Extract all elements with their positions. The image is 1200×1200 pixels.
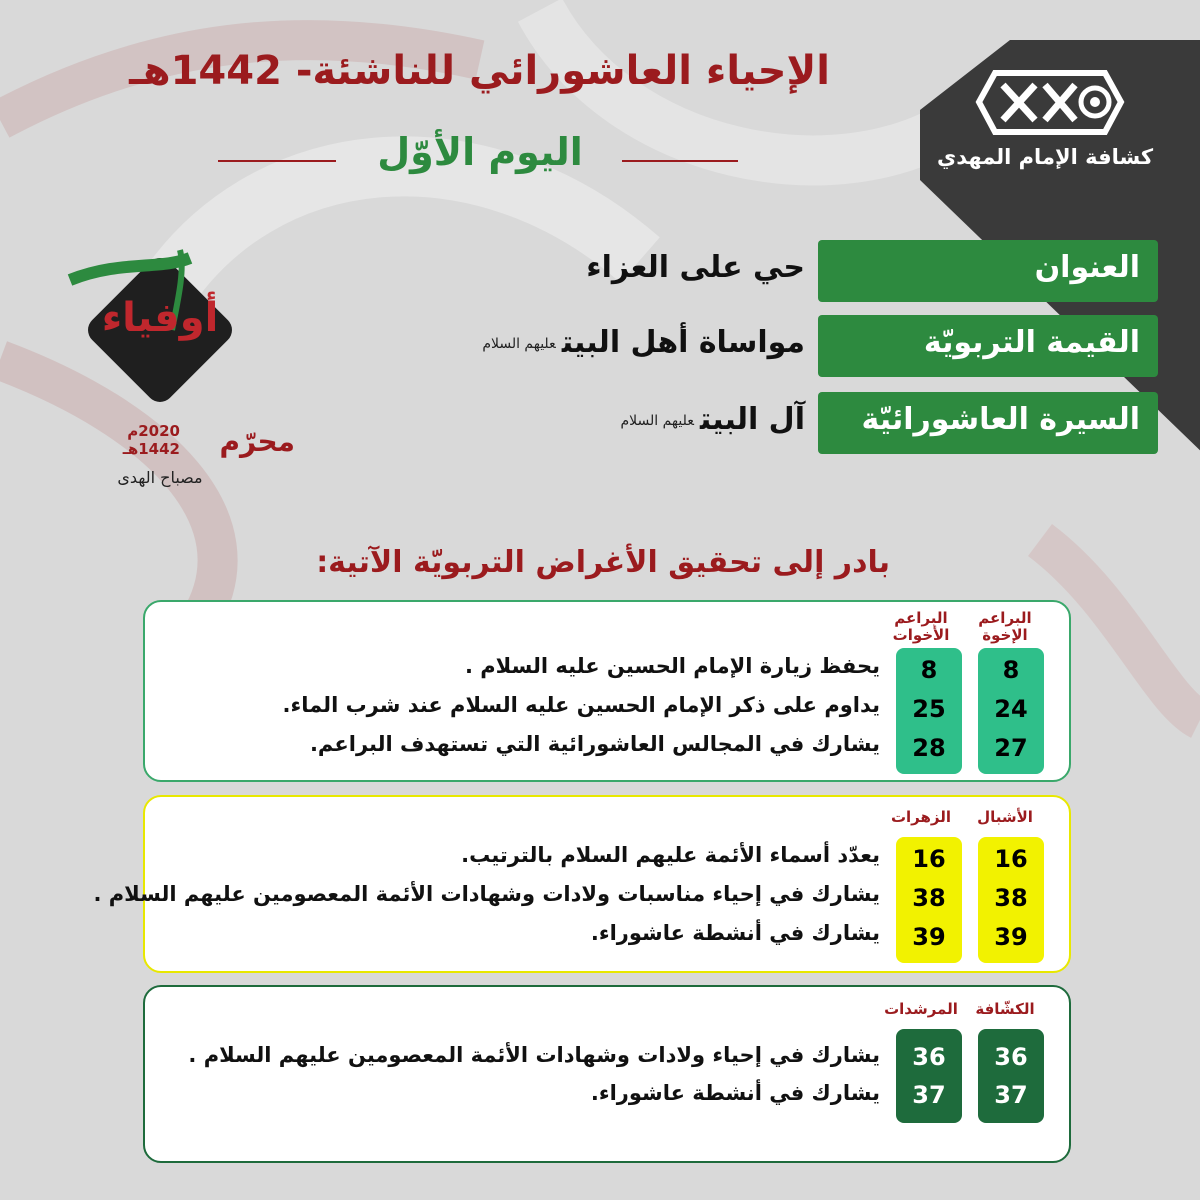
info-label-biography: السيرة العاشورائيّة bbox=[818, 392, 1158, 454]
info-label-value: القيمة التربويّة bbox=[818, 315, 1158, 377]
goal-item: يشارك في المجالس العاشورائية التي تستهدف البراعم. bbox=[309, 732, 880, 756]
goal-item: يعدّد أسماء الأئمة عليهم السلام بالترتيب. bbox=[461, 843, 880, 867]
goal-item: يشارك في إحياء ولادات وشهادات الأئمة المعصومين عليهم السلام . bbox=[188, 1043, 880, 1067]
page-title: الإحياء العاشورائي للناشئة- 1442هـ bbox=[129, 48, 830, 94]
goal-number: 16 bbox=[994, 845, 1028, 873]
goal-item: يداوم على ذكر الإمام الحسين عليه السلام عند شرب الماء. bbox=[282, 693, 880, 717]
numbers-column bbox=[896, 837, 962, 963]
numbers-column bbox=[896, 648, 962, 774]
numbers-column bbox=[896, 1029, 962, 1123]
goal-number: 38 bbox=[994, 884, 1028, 912]
emblem-month: محرّم bbox=[219, 425, 295, 458]
emblem-org: مصباح الهدى bbox=[117, 468, 203, 487]
goal-item: يشارك في إحياء مناسبات ولادات وشهادات الأئمة المعصومين عليهم السلام . bbox=[93, 882, 880, 906]
muharram-emblem bbox=[60, 240, 295, 490]
goal-number: 37 bbox=[912, 1081, 946, 1109]
goal-number: 24 bbox=[994, 695, 1028, 723]
goal-number: 8 bbox=[1002, 656, 1020, 684]
emblem-calligraphy: أوفياء bbox=[101, 295, 219, 341]
goals-panel-seniors bbox=[143, 985, 1071, 1163]
info-value-value: مواساة أهل البيتعليهم السلام bbox=[482, 325, 805, 360]
goal-number: 36 bbox=[994, 1043, 1028, 1071]
goal-number: 37 bbox=[994, 1081, 1028, 1109]
goal-number: 16 bbox=[912, 845, 946, 873]
goal-number: 38 bbox=[912, 884, 946, 912]
honorific-text: عليهم السلام bbox=[482, 335, 556, 352]
brand-logo-icon bbox=[975, 65, 1125, 140]
column-header: الأشبال bbox=[977, 808, 1033, 826]
goal-number: 25 bbox=[912, 695, 946, 723]
column-header: الزهرات bbox=[890, 808, 952, 826]
goal-item: يشارك في أنشطة عاشوراء. bbox=[590, 1081, 880, 1105]
goals-panel-scouts-juniors bbox=[93, 795, 1071, 973]
honorific-text: عليهم السلام bbox=[620, 412, 694, 429]
goal-number: 36 bbox=[912, 1043, 946, 1071]
divider-left bbox=[218, 160, 336, 162]
goal-number: 28 bbox=[912, 734, 946, 762]
goal-number: 39 bbox=[994, 923, 1028, 951]
info-value-biography: آل البيتعليهم السلام bbox=[620, 402, 805, 437]
numbers-column bbox=[978, 1029, 1044, 1123]
info-value-title: حي على العزاء bbox=[586, 250, 805, 285]
column-header: البراعم الأخوات bbox=[892, 609, 950, 644]
column-header: الكشّافة bbox=[975, 1000, 1035, 1018]
brand-name: كشافة الإمام المهدي bbox=[936, 145, 1154, 169]
goal-number: 8 bbox=[920, 656, 938, 684]
goals-panel-cubs bbox=[143, 600, 1071, 782]
emblem-year-greg: 2020م bbox=[127, 422, 180, 440]
numbers-column bbox=[978, 648, 1044, 774]
column-header: المرشدات bbox=[884, 1000, 958, 1018]
goals-heading: بادر إلى تحقيق الأغراض التربويّة الآتية: bbox=[316, 545, 890, 580]
goal-number: 39 bbox=[912, 923, 946, 951]
numbers-column bbox=[978, 837, 1044, 963]
info-label-title: العنوان bbox=[818, 240, 1158, 302]
divider-right bbox=[622, 160, 738, 162]
emblem-year-hijri: 1442هـ bbox=[122, 440, 180, 458]
goal-number: 27 bbox=[994, 734, 1028, 762]
column-header: البراعم الإخوة bbox=[978, 609, 1032, 644]
day-title: اليوم الأوّل bbox=[377, 130, 583, 174]
goal-item: يشارك في أنشطة عاشوراء. bbox=[590, 921, 880, 945]
goal-item: يحفظ زيارة الإمام الحسين عليه السلام . bbox=[465, 654, 880, 678]
